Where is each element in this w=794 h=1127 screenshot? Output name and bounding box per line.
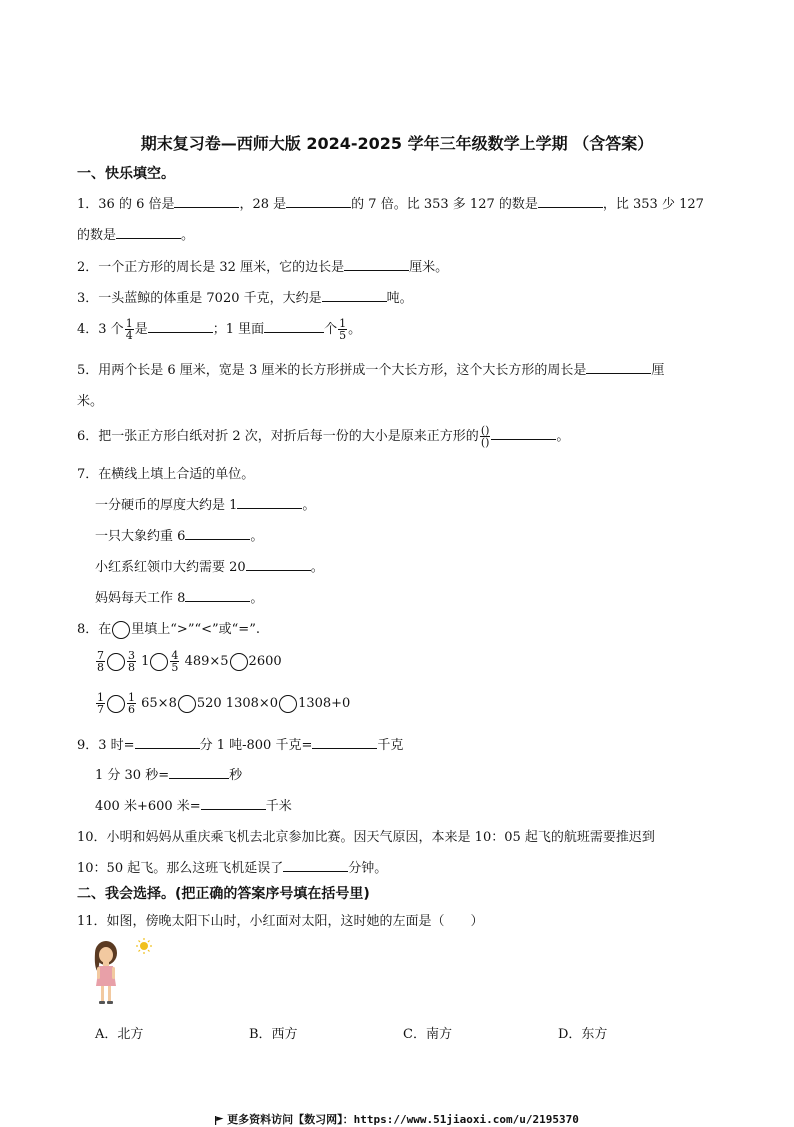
compare-circle[interactable] xyxy=(107,653,125,671)
compare-circle[interactable] xyxy=(150,653,168,671)
answer-blank[interactable] xyxy=(135,737,200,749)
question-8-row-2: $\frac{1}{7}$ $\frac{1}{6}$ 65×8 520 1308×0 1308+0 xyxy=(97,691,351,716)
option-c[interactable]: C．南方 xyxy=(403,1027,452,1042)
fraction: $\frac{1}{5}$ xyxy=(339,317,347,342)
answer-blank[interactable] xyxy=(286,196,351,208)
question-7-item-1: 一分硬币的厚度大约是 1 。 xyxy=(95,498,316,513)
section-1-heading: 一、快乐填空。 xyxy=(77,166,175,182)
question-10-line-2: 10：50 起飞。那么这班飞机延误了 分钟。 xyxy=(77,861,388,876)
option-a[interactable]: A．北方 xyxy=(95,1027,144,1042)
question-7-item-4: 妈妈每天工作 8 。 xyxy=(95,591,264,606)
question-1-line-1: 1．36 的 6 倍是 ，28 是 的 7 倍。比 353 多 127 的数是 ，比 353 少 127 xyxy=(77,197,704,212)
section-2-heading: 二、我会选择。(把正确的答案序号填在括号里) xyxy=(77,886,370,902)
compare-circle[interactable] xyxy=(107,695,125,713)
answer-blank[interactable] xyxy=(201,798,266,810)
fraction: $\frac{1}{4}$ xyxy=(125,317,133,342)
footer-link[interactable] xyxy=(0,1111,794,1127)
compare-circle[interactable] xyxy=(178,695,196,713)
question-5-line-1: 5．用两个长是 6 厘米，宽是 3 厘米的长方形拼成一个大长方形，这个大长方形的周长是 厘 xyxy=(77,363,665,378)
answer-blank[interactable] xyxy=(148,321,213,333)
fraction: $\frac{1}{6}$ xyxy=(128,691,135,716)
page-title: 期末复习卷—西师大版 2024-2025 学年三年级数学上学期 （含答案） xyxy=(140,134,654,153)
answer-blank[interactable] xyxy=(586,362,651,374)
answer-blank[interactable] xyxy=(538,196,603,208)
question-7-item-3: 小红系红领巾大约需要 20 。 xyxy=(95,560,324,575)
question-9-line-2: 1 分 30 秒= 秒 xyxy=(95,768,243,783)
flag-icon xyxy=(215,1116,224,1125)
answer-blank[interactable] xyxy=(169,767,229,779)
answer-blank[interactable] xyxy=(116,227,181,239)
question-9-line-3: 400 米+600 米= 千米 xyxy=(95,799,292,814)
answer-blank[interactable] xyxy=(312,737,377,749)
answer-blank[interactable] xyxy=(237,497,302,509)
compare-circle-icon xyxy=(112,621,130,639)
question-8-prompt: 8．在 里填上“>”“<”或“=”. xyxy=(77,622,260,637)
answer-blank[interactable] xyxy=(185,528,250,540)
compare-circle[interactable] xyxy=(279,695,297,713)
question-4: 4．3 个 $\frac{1}{4}$ 是 ；1 里面 个 $\frac{1}{5}$ 。 xyxy=(77,317,362,342)
question-7-item-2: 一只大象约重 6 。 xyxy=(95,529,264,544)
question-7-prompt: 7．在横线上填上合适的单位。 xyxy=(77,467,255,482)
answer-blank[interactable] xyxy=(246,559,311,571)
option-b[interactable]: B．西方 xyxy=(249,1027,298,1042)
question-3: 3．一头蓝鲸的体重是 7020 千克，大约是 吨。 xyxy=(77,291,413,306)
question-1-line-2: 的数是 。 xyxy=(77,228,195,243)
fraction: $\frac{1}{7}$ xyxy=(97,691,104,716)
fraction-blank[interactable]: $\frac{()}{()}$ xyxy=(480,424,490,449)
answer-blank[interactable] xyxy=(283,860,348,872)
answer-blank[interactable] xyxy=(264,321,324,333)
girl-facing-sun-illustration xyxy=(86,938,166,1010)
girl-figure xyxy=(95,941,117,1004)
option-d[interactable]: D．东方 xyxy=(558,1027,608,1042)
question-11: 11．如图，傍晚太阳下山时，小红面对太阳，这时她的左面是（ ） xyxy=(77,914,484,929)
question-2: 2．一个正方形的周长是 32 厘米，它的边长是 厘米。 xyxy=(77,260,449,275)
question-9-line-1: 9．3 时= 分 1 吨-800 千克= 千克 xyxy=(77,738,404,753)
question-6: 6．把一张正方形白纸对折 2 次，对折后每一份的大小是原来正方形的 $\frac{()}{()}$ 。 xyxy=(77,424,570,449)
fraction: $\frac{7}{8}$ xyxy=(97,649,104,674)
fraction: $\frac{4}{5}$ xyxy=(171,649,179,674)
sun-icon xyxy=(136,938,152,954)
answer-blank[interactable] xyxy=(185,590,250,602)
answer-blank[interactable] xyxy=(322,290,387,302)
answer-blank[interactable] xyxy=(491,428,556,440)
question-5-line-2: 米。 xyxy=(77,394,104,409)
answer-blank[interactable] xyxy=(174,196,239,208)
compare-circle[interactable] xyxy=(230,653,248,671)
fraction: $\frac{3}{8}$ xyxy=(128,649,135,674)
question-8-row-1: $\frac{7}{8}$ $\frac{3}{8}$ 1 $\frac{4}{5}$ 489×5 2600 xyxy=(97,649,282,674)
question-10-line-1: 10．小明和妈妈从重庆乘飞机去北京参加比赛。因天气原因，本来是 10：05 起飞的航班需要推迟到 xyxy=(77,830,655,845)
answer-blank[interactable] xyxy=(344,259,409,271)
footer-text: 更多资料访问【数习网】：https://www.51jiaoxi.com/u/2195370 xyxy=(227,1113,579,1126)
